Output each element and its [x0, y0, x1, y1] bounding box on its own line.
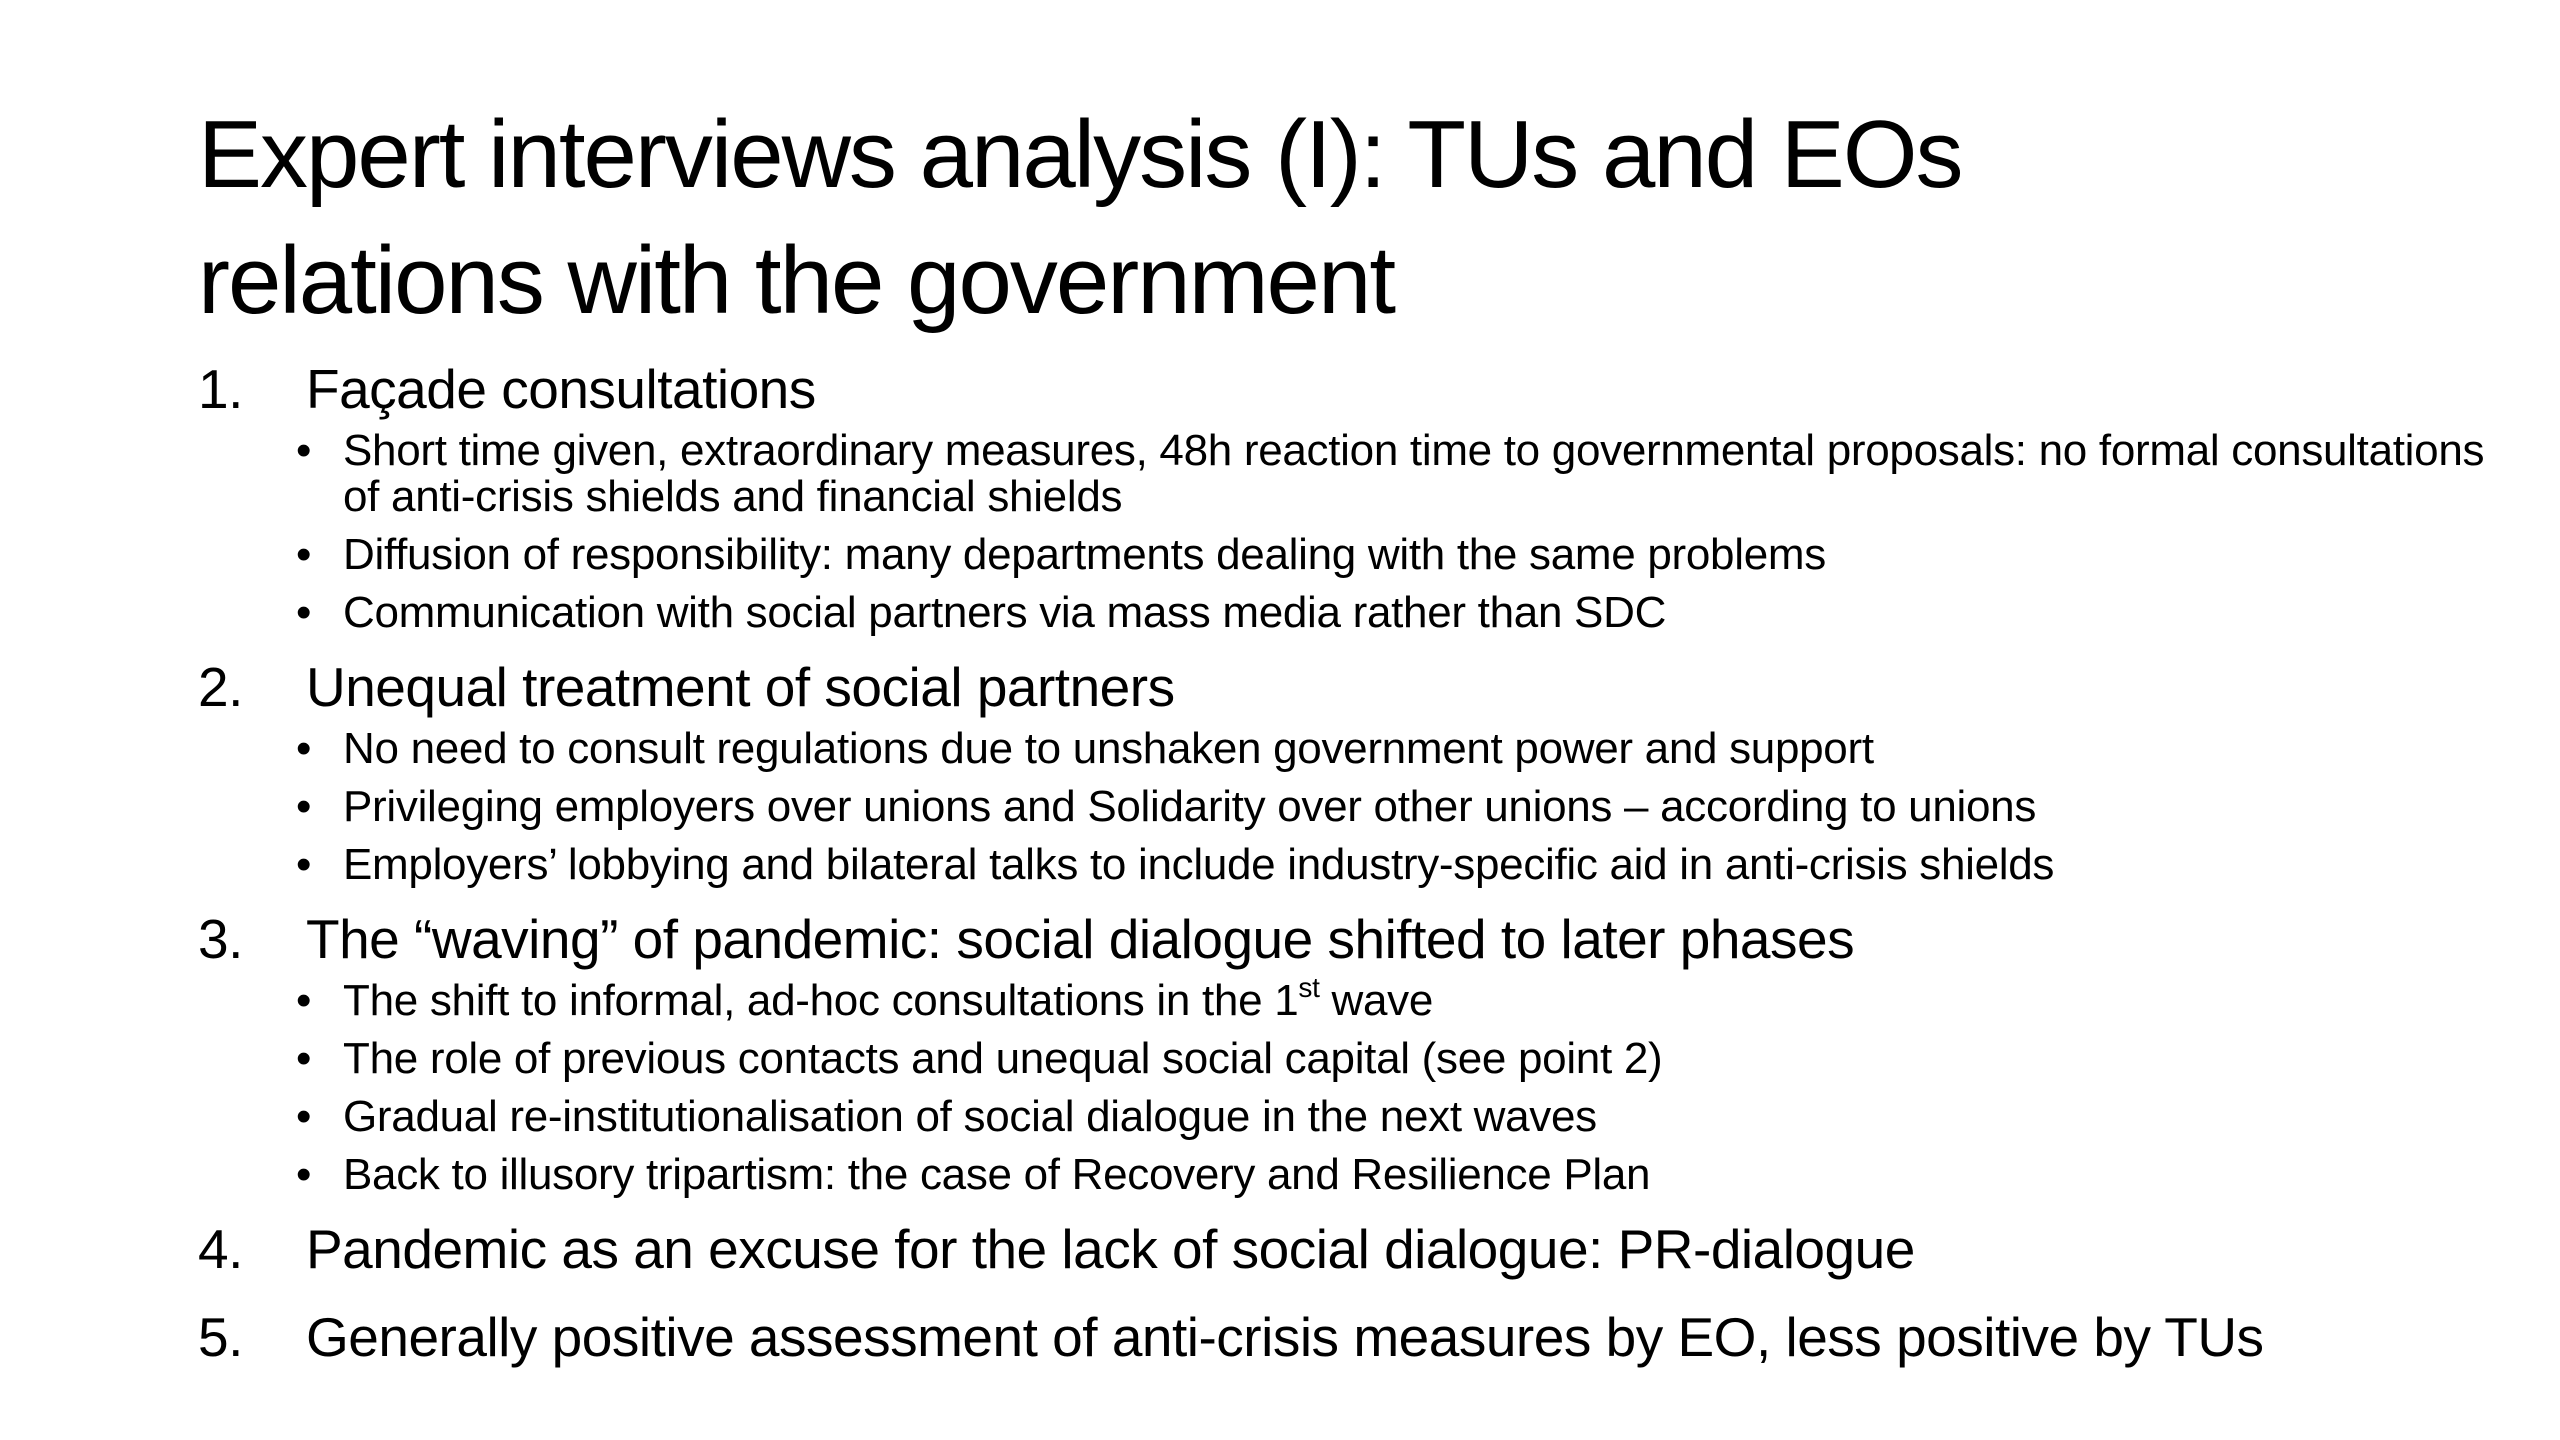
sub-item-text: Gradual re-institutionalisation of social dialogue in the next waves	[343, 1092, 1597, 1141]
list-item	[198, 1212, 2528, 1286]
bullet-icon: •	[296, 1150, 312, 1199]
item-heading	[198, 1212, 2528, 1286]
bullet-icon: •	[296, 530, 312, 579]
sub-item-text: The role of previous contacts and unequal social capital (see point 2)	[343, 1034, 1663, 1083]
item-heading	[198, 650, 2528, 724]
sub-item-text: No need to consult regulations due to unshaken government power and support	[343, 724, 1874, 773]
bullet-icon: •	[296, 976, 312, 1025]
sub-item-text	[343, 972, 1434, 1025]
list-item	[198, 650, 2528, 888]
sub-item	[198, 842, 2528, 888]
item-number: 4.	[198, 1218, 243, 1280]
sub-item	[198, 1036, 2528, 1082]
sub-list	[198, 428, 2528, 636]
bullet-icon: •	[296, 1092, 312, 1141]
bullet-icon: •	[296, 724, 312, 773]
item-heading	[198, 902, 2528, 976]
sub-item	[198, 1094, 2528, 1140]
item-heading-text: Generally positive assessment of anti-crisis measures by EO, less positive by TUs	[306, 1306, 2264, 1368]
sub-item-text: Short time given, extraordinary measures, 48h reaction time to governmental proposals: no formal consultations of anti-crisis shields and financial shields	[343, 426, 2485, 521]
ordinal-superscript: st	[1298, 972, 1320, 1004]
list-item	[198, 352, 2528, 636]
sub-item-text: Communication with social partners via mass media rather than SDC	[343, 588, 1667, 637]
item-heading	[198, 352, 2528, 426]
sub-item	[198, 1152, 2528, 1198]
sub-item-text: Privileging employers over unions and Solidarity over other unions – according to unions	[343, 782, 2037, 831]
bullet-icon: •	[296, 1034, 312, 1083]
sub-item-text-before: The shift to informal, ad-hoc consultations in the 1	[343, 976, 1299, 1025]
bullet-icon: •	[296, 588, 312, 637]
item-number: 1.	[198, 358, 243, 420]
item-number: 5.	[198, 1306, 243, 1368]
bullet-icon: •	[296, 426, 312, 475]
sub-item-text: Diffusion of responsibility: many departments dealing with the same problems	[343, 530, 1826, 579]
sub-item	[198, 784, 2528, 830]
sub-item	[198, 726, 2528, 772]
sub-item	[198, 532, 2528, 578]
list-item	[198, 902, 2528, 1198]
bullet-icon: •	[296, 782, 312, 831]
sub-item-text: Employers’ lobbying and bilateral talks to include industry-specific aid in anti-crisis shields	[343, 840, 2055, 889]
sub-item	[198, 428, 2528, 520]
sub-item-text-after: wave	[1319, 976, 1434, 1025]
item-number: 2.	[198, 656, 243, 718]
sub-item	[198, 972, 2528, 1025]
item-number: 3.	[198, 908, 243, 970]
bullet-icon: •	[296, 840, 312, 889]
sub-item	[198, 590, 2528, 636]
item-heading-text: Unequal treatment of social partners	[306, 656, 1175, 718]
item-heading-text: Pandemic as an excuse for the lack of social dialogue: PR-dialogue	[306, 1218, 1915, 1280]
list-item	[198, 1300, 2528, 1374]
item-heading	[198, 1300, 2528, 1374]
sub-list	[198, 972, 2528, 1199]
slide-content	[198, 352, 2528, 1388]
item-heading-text: The “waving” of pandemic: social dialogue shifted to later phases	[306, 908, 1855, 970]
title-line-1: Expert interviews analysis (I): TUs and EOs	[198, 101, 1962, 208]
slide-title	[198, 92, 2448, 344]
sub-list	[198, 726, 2528, 888]
title-line-2: relations with the government	[198, 227, 1394, 334]
sub-item-text: Back to illusory tripartism: the case of Recovery and Resilience Plan	[343, 1150, 1651, 1199]
item-heading-text: Façade consultations	[306, 358, 816, 420]
